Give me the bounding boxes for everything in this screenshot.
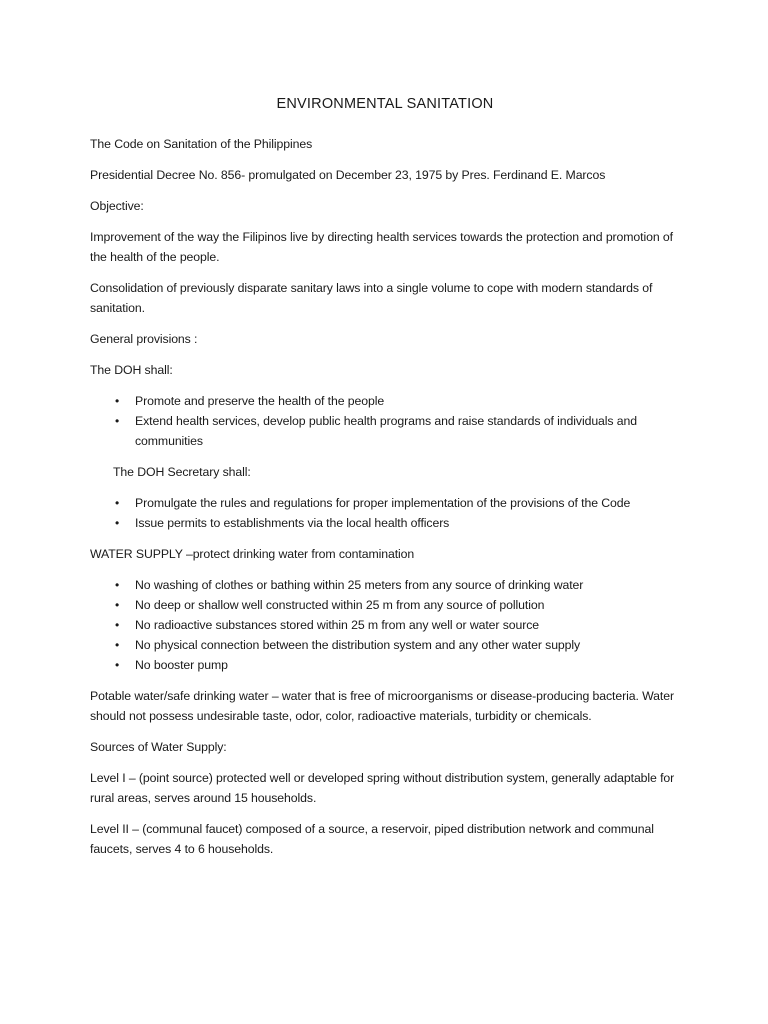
water-supply-heading: WATER SUPPLY –protect drinking water from contamination	[90, 547, 415, 561]
bullet-icon: •	[115, 516, 120, 530]
bullet-icon: •	[115, 618, 120, 632]
doh-list	[90, 391, 680, 451]
list-item	[90, 493, 680, 513]
sources-heading: Sources of Water Supply:	[90, 740, 227, 754]
list-item-text: Promulgate the rules and regulations for proper implementation of the provisions of the Code	[135, 496, 631, 510]
bullet-icon: •	[115, 394, 120, 408]
doh-heading: The DOH shall:	[90, 363, 173, 377]
bullet-icon: •	[115, 658, 120, 672]
bullet-icon: •	[115, 598, 120, 612]
list-item-text: No radioactive substances stored within 25 m from any well or water source	[135, 618, 540, 632]
level-2-paragraph: Level II – (communal faucet) composed of a source, a reservoir, piped distribution network and communal faucets, serves 4 to 6 households.	[90, 822, 654, 856]
list-item	[90, 635, 680, 655]
list-item-text: Issue permits to establishments via the local health officers	[135, 516, 450, 530]
secretary-list	[90, 493, 680, 533]
bullet-icon: •	[115, 496, 120, 510]
objective-paragraph-1: Improvement of the way the Filipinos live by directing health services towards the protection and promotion of the health of the people.	[90, 230, 673, 264]
document-title: ENVIRONMENTAL SANITATION	[276, 96, 494, 112]
list-item-text: Promote and preserve the health of the people	[135, 394, 385, 408]
list-item	[90, 655, 680, 675]
decree-text: Presidential Decree No. 856- promulgated on December 23, 1975 by Pres. Ferdinand E. Marcos	[90, 168, 606, 182]
secretary-heading: The DOH Secretary shall:	[113, 465, 251, 479]
general-provisions-heading: General provisions :	[90, 332, 198, 346]
level-1-paragraph: Level I – (point source) protected well or developed spring without distribution system, generally adaptable for rural areas, serves around 15 households.	[90, 771, 675, 805]
list-item	[90, 575, 680, 595]
objective-heading: Objective:	[90, 199, 144, 213]
water-supply-list	[90, 575, 680, 675]
list-item	[90, 411, 680, 451]
list-item	[90, 513, 680, 533]
list-item	[90, 615, 680, 635]
bullet-icon: •	[115, 414, 120, 428]
list-item	[90, 595, 680, 615]
potable-water-paragraph: Potable water/safe drinking water – water that is free of microorganisms or disease-producing bacteria. Water should not possess undesirable taste, odor, color, radioactive materials, turbidity or chemicals.	[90, 689, 674, 723]
list-item-text: No washing of clothes or bathing within 25 meters from any source of drinking water	[135, 578, 584, 592]
code-name-text: The Code on Sanitation of the Philippines	[90, 137, 313, 151]
bullet-icon: •	[115, 578, 120, 592]
list-item	[90, 391, 680, 411]
list-item-text: No deep or shallow well constructed within 25 m from any source of pollution	[135, 598, 545, 612]
list-item-text: No booster pump	[135, 658, 228, 672]
list-item-text: Extend health services, develop public health programs and raise standards of individuals and communities	[135, 414, 638, 448]
objective-paragraph-2: Consolidation of previously disparate sanitary laws into a single volume to cope with modern standards of sanitation.	[90, 281, 653, 315]
bullet-icon: •	[115, 638, 120, 652]
list-item-text: No physical connection between the distribution system and any other water supply	[135, 638, 581, 652]
